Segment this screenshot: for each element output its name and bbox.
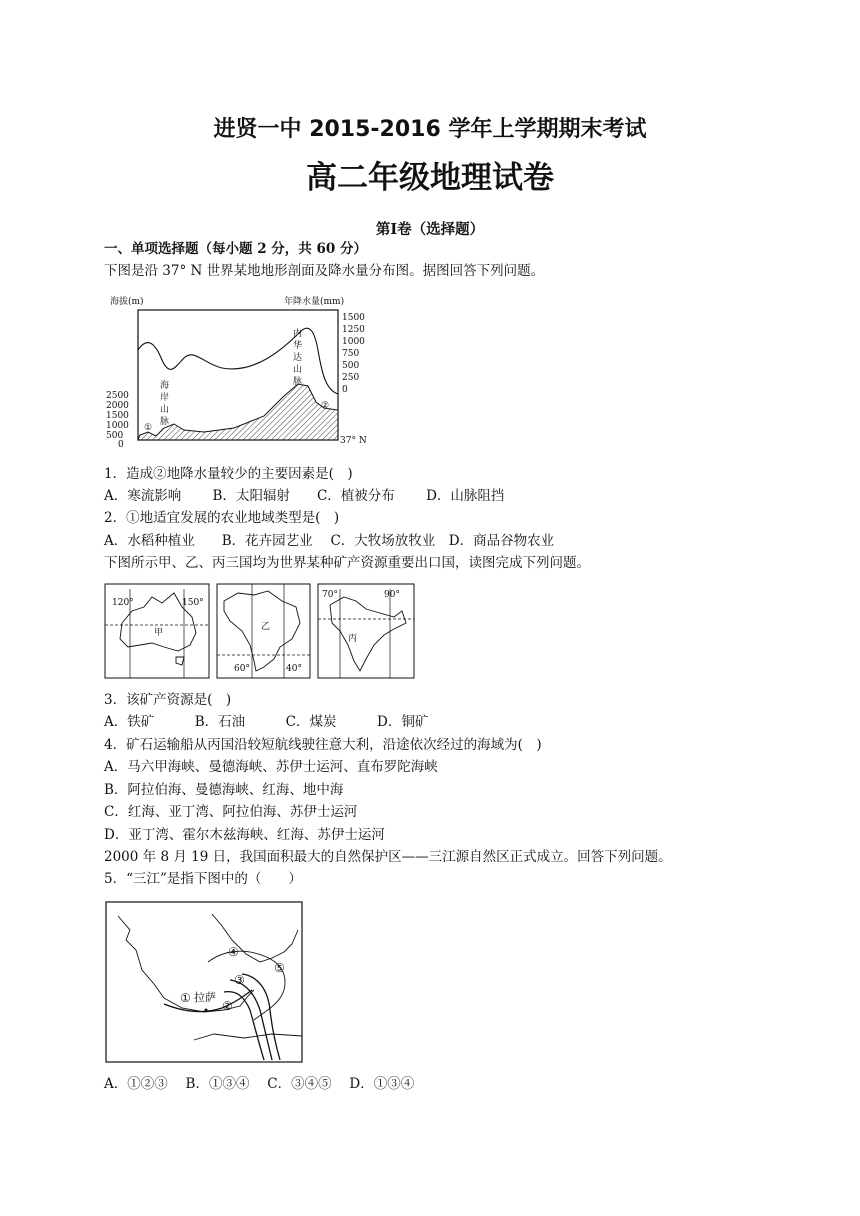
question-2: 2．①地适宜发展的农业地域类型是( ) [104, 510, 340, 526]
question-4-option-d: D．亚丁湾、霍尔木兹海峡、红海、苏伊士运河 [104, 827, 385, 843]
inland-range-label: 内 [293, 329, 303, 339]
ltick-500: 500 [106, 431, 124, 441]
ltick-2000: 2000 [106, 401, 129, 411]
mark-1: ① [180, 991, 191, 1005]
yi-lon-right: 40° [286, 664, 302, 674]
question-4-option-a: A．马六甲海峡、曼德海峡、苏伊士运河、直布罗陀海峡 [104, 759, 438, 775]
map-jia [105, 584, 209, 678]
ltick-0: 0 [118, 440, 124, 448]
latitude-label: 37° N [340, 436, 367, 446]
southern-border [194, 1034, 302, 1040]
inland-range-label-4: 山 [293, 365, 303, 375]
coast-range-label-3: 山 [160, 405, 170, 415]
rtick-1250: 1250 [342, 325, 365, 335]
map-yi [217, 584, 310, 678]
three-countries-figure [104, 583, 416, 679]
bing-label: 丙 [348, 634, 358, 644]
question-3-options: A．铁矿 B．石油 C．煤炭 D．铜矿 [104, 714, 429, 730]
inland-range-label-5: 脉 [293, 377, 303, 387]
ltick-2500: 2500 [106, 391, 129, 401]
map-frame [106, 902, 302, 1062]
ltick-1500: 1500 [106, 411, 129, 421]
part-heading: 一、单项选择题（每小题 2 分，共 60 分） [104, 241, 367, 257]
question-4-option-b: B．阿拉伯海、曼德海峡、红海、地中海 [104, 782, 344, 798]
coast-range-label-2: 岸 [160, 393, 170, 403]
mark-2: ② [222, 999, 233, 1013]
left-axis-label: 海拔(m) [110, 297, 144, 307]
intro-3: 2000 年 8 月 19 日，我国面积最大的自然保护区——三江源自然区正式成立。回答下列问题。 [104, 849, 672, 865]
mark-4: ④ [228, 945, 239, 959]
mark-3: ③ [234, 973, 245, 987]
sanjiangyuan-map-figure [104, 900, 304, 1064]
intro-2: 下图所示甲、乙、丙三国均为世界某种矿产资源重要出口国，读图完成下列问题。 [104, 555, 590, 571]
rtick-500: 500 [342, 361, 360, 371]
question-5: 5．“三江”是指下图中的（ ） [104, 871, 302, 887]
intro-1: 下图是沿 37° N 世界某地地形剖面及降水量分布图。据图回答下列问题。 [104, 263, 545, 279]
rtick-0: 0 [342, 385, 348, 395]
mark-5: ⑤ [274, 961, 285, 975]
river-5 [242, 974, 280, 1060]
inland-range-label-3: 达 [293, 353, 303, 363]
question-1-options: A．寒流影响 B．太阳辐射 C．植被分布 D．山脉阻挡 [104, 488, 505, 504]
right-axis-label: 年降水量(mm) [284, 297, 345, 307]
jia-lon-right: 150° [182, 598, 204, 608]
jia-lon-left: 120° [112, 598, 134, 608]
inland-range-label-2: 华 [293, 341, 303, 351]
rtick-750: 750 [342, 349, 360, 359]
point-1: ① [144, 423, 153, 433]
coast-range-label-4: 脉 [160, 417, 170, 427]
question-1: 1．造成②地降水量较少的主要因素是( ) [104, 466, 353, 482]
paper-title: 高二年级地理试卷 [306, 160, 554, 196]
ltick-1000: 1000 [106, 421, 129, 431]
section-title: 第Ⅰ卷（选择题） [375, 221, 485, 238]
lhasa-dot [205, 1009, 208, 1012]
map-bing [318, 584, 414, 678]
exam-title: 进贤一中 2015-2016 学年上学期期末考试 [213, 117, 647, 142]
question-2-options: A．水稻种植业 B．花卉园艺业 C．大牧场放牧业 D．商品谷物农业 [104, 533, 555, 549]
question-5-options: A．①②③ B．①③④ C．③④⑤ D．①③④ [104, 1076, 415, 1092]
bing-lon-left: 70° [322, 590, 338, 600]
question-4-option-c: C．红海、亚丁湾、阿拉伯海、苏伊士运河 [104, 804, 358, 820]
coast-range-label: 海 [160, 381, 170, 391]
question-4: 4．矿石运输船从丙国沿较短航线驶往意大利，沿途依次经过的海域为( ) [104, 737, 542, 753]
bing-lon-right: 90° [384, 590, 400, 600]
point-2: ② [321, 401, 330, 411]
city-lhasa: 拉萨 [194, 991, 216, 1004]
yi-label: 乙 [261, 622, 271, 632]
rtick-1500: 1500 [342, 313, 365, 323]
terrain-profile-figure [104, 290, 389, 448]
yi-lon-left: 60° [234, 664, 250, 674]
rtick-250: 250 [342, 373, 360, 383]
rtick-1000: 1000 [342, 337, 365, 347]
jia-label: 甲 [154, 628, 164, 638]
question-3: 3．该矿产资源是( ) [104, 692, 232, 708]
